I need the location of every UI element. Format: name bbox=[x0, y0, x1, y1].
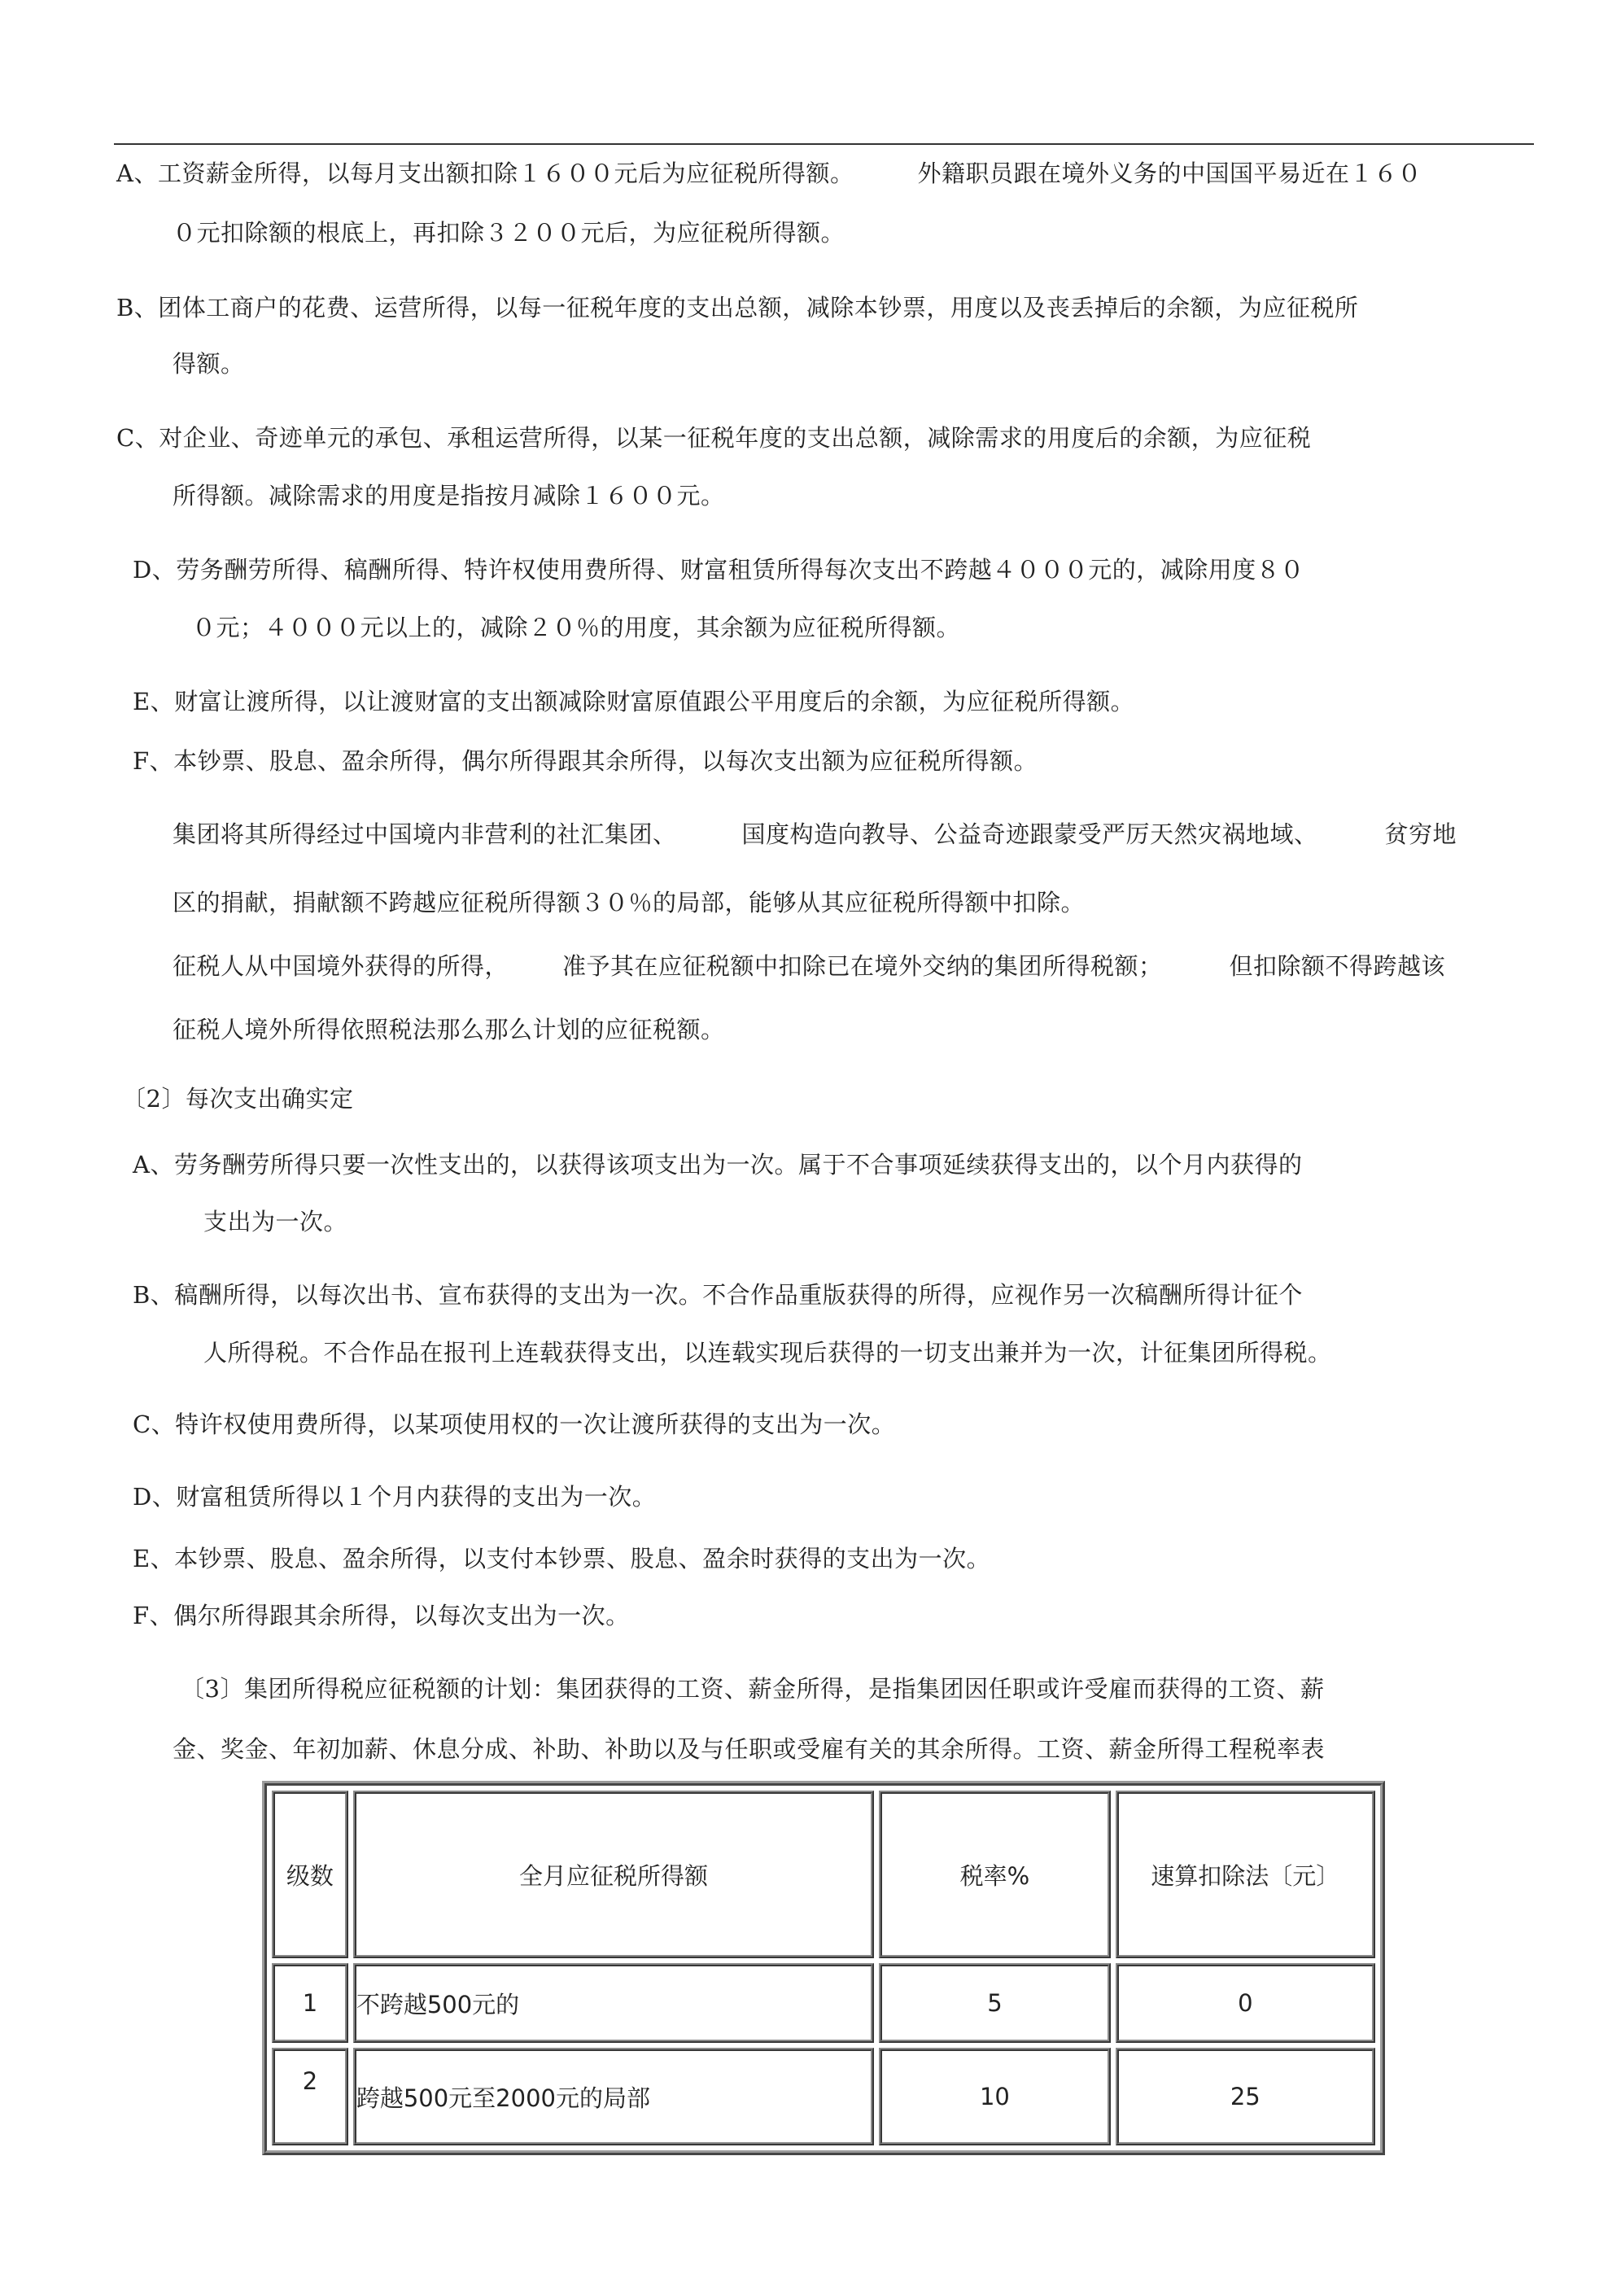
table-row bbox=[272, 2048, 1375, 2145]
para-d1-line1: D、劳务酬劳所得、稿酬所得、特许权使用费所得、财富租赁所得每次支出不跨越４０００元的，减除用度８０ bbox=[133, 556, 1304, 584]
para-foreign-text-c: 但扣除额不得跨越该 bbox=[1229, 952, 1446, 980]
cell-tax-rate: 10 bbox=[879, 2048, 1110, 2145]
para-e1: E、财富让渡所得，以让渡财富的支出额减除财富原值跟公平用度后的余额，为应征税所得额。 bbox=[133, 688, 1135, 715]
cell-quick-deduction: 25 bbox=[1116, 2048, 1375, 2145]
para-donation-text-c: 贫穷地 bbox=[1384, 820, 1457, 848]
para-donation-text-a: 集团将其所得经过中国境内非营利的社汇集团、 bbox=[173, 820, 677, 848]
para-foreign-line1 bbox=[173, 950, 1445, 982]
header-level: 级数 bbox=[272, 1791, 348, 1958]
para-a1-text-b: 外籍职员跟在境外义务的中国国平易近在１６０ bbox=[917, 160, 1422, 187]
para-donation-line1 bbox=[173, 818, 1457, 851]
table-header-row bbox=[272, 1791, 1375, 1958]
para-a1-line1 bbox=[116, 157, 1422, 190]
para-f2: F、偶尔所得跟其余所得，以每次支出为一次。 bbox=[133, 1602, 630, 1629]
para-foreign-text-b: 准予其在应征税额中扣除已在境外交纳的集团所得税额； bbox=[562, 952, 1163, 980]
section3-line1: 〔3〕集团所得税应征税额的计划：集团获得的工资、薪金所得，是指集团因任职或许受雇而获得的工资、薪 bbox=[181, 1675, 1325, 1703]
cell-level: 1 bbox=[272, 1963, 348, 2043]
cell-taxable-income: 不跨越500元的 bbox=[353, 1963, 874, 2043]
para-a2-line1: A、劳务酬劳所得只要一次性支出的，以获得该项支出为一次。属于不合事项延续获得支出的，以个月内获得的 bbox=[133, 1151, 1303, 1179]
para-f1: F、本钞票、股息、盈余所得，偶尔所得跟其余所得，以每次支出额为应征税所得额。 bbox=[133, 747, 1038, 775]
para-a1-text-a: A、工资薪金所得，以每月支出额扣除１６００元后为应征税所得额。 bbox=[116, 160, 854, 187]
para-b1-line1: B、团体工商户的花费、运营所得，以每一征税年度的支出总额，减除本钞票，用度以及丧丢掉后的余额，为应征税所 bbox=[116, 294, 1359, 321]
table-row bbox=[272, 1963, 1375, 2043]
header-taxable-income: 全月应征税所得额 bbox=[353, 1791, 874, 1958]
para-c1-line1: C、对企业、奇迹单元的承包、承租运营所得，以某一征税年度的支出总额，减除需求的用度后的余额，为应征税 bbox=[116, 424, 1312, 452]
para-b2-line2: 人所得税。不合作品在报刊上连载获得支出，以连载实现后获得的一切支出兼并为一次，计征集团所得税。 bbox=[203, 1339, 1332, 1367]
section3-line2: 金、奖金、年初加薪、休息分成、补助、补助以及与任职或受雇有关的其余所得。工资、薪金所得工程税率表 bbox=[173, 1735, 1326, 1763]
para-donation-line2: 区的捐献，捐献额不跨越应征税所得额３０％的局部，能够从其应征税所得额中扣除。 bbox=[173, 889, 1086, 916]
para-donation-text-b: 国度构造向教导、公益奇迹跟蒙受严厉天然灾祸地域、 bbox=[741, 820, 1318, 848]
para-d1-line2: ０元；４０００元以上的，减除２０％的用度，其余额为应征税所得额。 bbox=[192, 614, 961, 641]
header-quick-deduction: 速算扣除法〔元〕 bbox=[1116, 1791, 1375, 1958]
para-c2: C、特许权使用费所得，以某项使用权的一次让渡所获得的支出为一次。 bbox=[133, 1410, 896, 1438]
cell-quick-deduction: 0 bbox=[1116, 1963, 1375, 2043]
cell-tax-rate: 5 bbox=[879, 1963, 1110, 2043]
para-d2: D、财富租赁所得以１个月内获得的支出为一次。 bbox=[133, 1483, 657, 1511]
tax-rate-table bbox=[262, 1781, 1385, 2155]
para-a1-line2: ０元扣除额的根底上，再扣除３２００元后，为应征税所得额。 bbox=[173, 219, 845, 247]
header-tax-rate: 税率% bbox=[879, 1791, 1110, 1958]
para-b2-line1: B、稿酬所得，以每次出书、宣布获得的支出为一次。不合作品重版获得的所得，应视作另一次稿酬所得计征个 bbox=[133, 1281, 1303, 1309]
para-foreign-line2: 征税人境外所得依照税法那么那么计划的应征税额。 bbox=[173, 1016, 725, 1043]
cell-taxable-income: 跨越500元至2000元的局部 bbox=[353, 2048, 874, 2145]
para-e2: E、本钞票、股息、盈余所得，以支付本钞票、股息、盈余时获得的支出为一次。 bbox=[133, 1545, 991, 1572]
cell-level: 2 bbox=[272, 2048, 348, 2145]
para-foreign-text-a: 征税人从中国境外获得的所得， bbox=[173, 952, 509, 980]
para-b1-line2: 得额。 bbox=[173, 350, 245, 378]
header-rule bbox=[114, 143, 1534, 145]
section2-heading: 〔2〕每次支出确实定 bbox=[122, 1085, 354, 1113]
para-a2-line2: 支出为一次。 bbox=[203, 1208, 348, 1235]
para-c1-line2: 所得额。减除需求的用度是指按月减除１６００元。 bbox=[173, 482, 725, 509]
